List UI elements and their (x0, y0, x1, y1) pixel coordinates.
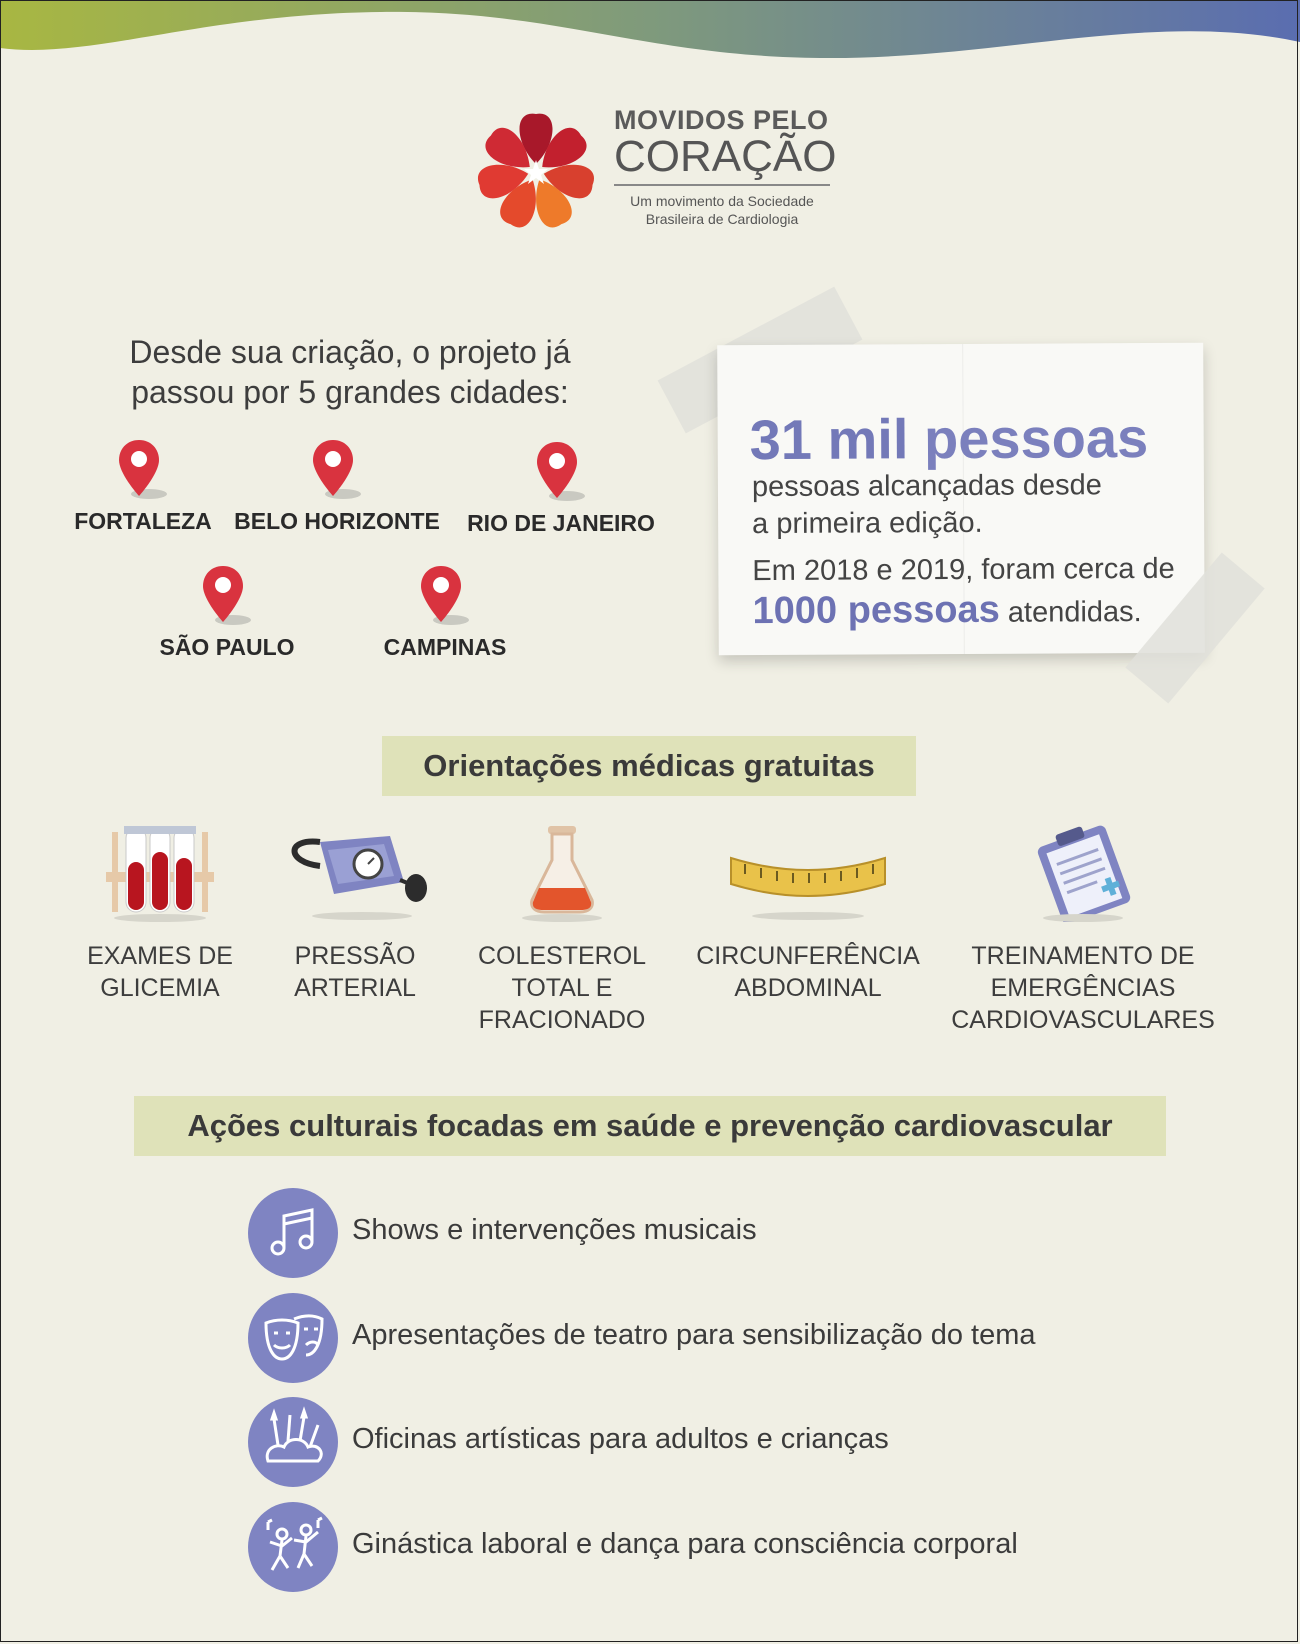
activity-label: Shows e intervenções musicais (352, 1214, 757, 1246)
med-label (260, 940, 450, 1004)
city-label: CAMPINAS (383, 634, 507, 660)
theater-masks-icon (248, 1293, 338, 1383)
map-pin-icon (415, 562, 475, 628)
activity-icon-circle (248, 1502, 338, 1592)
activity-label: Ginástica laboral e dança para consciência corporal (352, 1528, 1018, 1560)
city-label: BELO HORIZONTE (234, 508, 440, 534)
med-item-pressao (260, 822, 450, 1004)
med-label (60, 940, 260, 1004)
map-pin-icon (113, 436, 173, 502)
city-sao-paulo (122, 562, 332, 661)
logo-divider (614, 184, 830, 186)
med-item-colesterol (462, 822, 662, 1036)
med-label-line-2: GLICEMIA (100, 974, 220, 1002)
stat-line-4-end: atendidas. (1007, 596, 1142, 629)
med-label-line-1: PRESSÃO (294, 942, 416, 970)
med-label-line-3: CARDIOVASCULARES (951, 1006, 1215, 1034)
med-label-line-1: CIRCUNFERÊNCIA (696, 942, 920, 970)
med-item-glicemia (60, 822, 260, 1004)
activity-label: Apresentações de teatro para sensibilização do tema (352, 1319, 1036, 1351)
section-title-cultural: Ações culturais focadas em saúde e prevenção cardiovascular (134, 1096, 1166, 1156)
stat-line-2: a primeira edição. (752, 506, 983, 541)
flask-icon (502, 822, 622, 922)
city-label: RIO DE JANEIRO (467, 510, 655, 536)
med-label-line-1: TREINAMENTO DE (971, 942, 1195, 970)
med-item-treinamento (948, 822, 1218, 1036)
activity-item-music (248, 1188, 1128, 1278)
med-label-line-2: EMERGÊNCIAS (990, 974, 1176, 1002)
med-label-line-3: FRACIONADO (478, 1006, 646, 1034)
test-tubes-icon (100, 822, 220, 922)
city-belo-horizonte (232, 436, 442, 535)
stat-detail (752, 549, 1202, 634)
activity-item-theater (248, 1293, 1128, 1383)
med-label (462, 940, 662, 1036)
activity-label: Oficinas artísticas para adultos e crianças (352, 1423, 889, 1455)
logo-subtitle-1: Um movimento da Sociedade (630, 193, 814, 209)
activity-item-art (248, 1397, 1128, 1487)
city-fortaleza (38, 436, 248, 535)
stat-line-1: pessoas alcançadas desde (751, 469, 1102, 504)
stat-line-3: Em 2018 e 2019, foram cerca de (752, 552, 1175, 588)
music-notes-icon (248, 1188, 338, 1278)
med-label-line-2: ABDOMINAL (734, 974, 882, 1002)
city-label: SÃO PAULO (159, 634, 295, 660)
stat-unit: pessoas (923, 406, 1149, 471)
map-pin-icon (307, 436, 367, 502)
logo-line-2: CORAÇÃO (614, 132, 837, 181)
city-rio-de-janeiro (456, 438, 666, 537)
map-pin-icon (197, 562, 257, 628)
map-pin-icon (531, 438, 591, 504)
section-title-medical: Orientações médicas gratuitas (382, 736, 916, 796)
city-campinas (340, 562, 550, 661)
activity-item-dance (248, 1502, 1128, 1592)
intro-line-1: Desde sua criação, o projeto já (129, 334, 571, 370)
top-wave-decoration (0, 0, 1300, 90)
activity-icon-circle (248, 1188, 338, 1278)
measuring-tape-icon (723, 822, 893, 922)
activity-icon-circle (248, 1397, 338, 1487)
med-item-circunferencia (690, 822, 926, 1004)
stats-note (717, 343, 1205, 656)
blood-pressure-cuff-icon (280, 822, 430, 922)
med-label-line-1: EXAMES DE (87, 942, 233, 970)
med-label-line-2: TOTAL E (511, 974, 613, 1002)
logo-line-1: MOVIDOS PELO (614, 105, 829, 135)
logo-flower-heart-icon (466, 100, 606, 240)
stat-highlight: 1000 pessoas (752, 588, 1000, 633)
clipboard-icon (1023, 822, 1143, 922)
city-label: FORTALEZA (74, 508, 212, 534)
art-supplies-icon (248, 1397, 338, 1487)
logo-subtitle-2: Brasileira de Cardiologia (645, 211, 799, 227)
stat-number: 31 mil (749, 407, 909, 472)
dancers-icon (248, 1502, 338, 1592)
med-label (690, 940, 926, 1004)
intro-line-2: passou por 5 grandes cidades: (131, 374, 569, 410)
intro-text (100, 332, 600, 412)
stat-headline (750, 405, 1149, 472)
activity-icon-circle (248, 1293, 338, 1383)
med-label (948, 940, 1218, 1036)
med-label-line-1: COLESTEROL (477, 942, 647, 970)
logo-wordmark (614, 105, 844, 228)
stat-description (752, 467, 1192, 543)
med-label-line-2: ARTERIAL (294, 974, 416, 1002)
